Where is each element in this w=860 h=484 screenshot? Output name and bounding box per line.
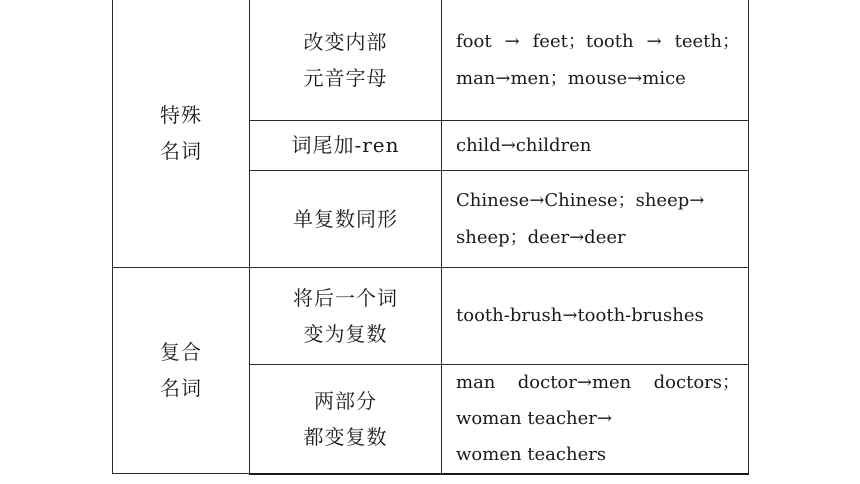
- example-text: woman teacher→: [456, 407, 612, 429]
- rule-text: 将后一个词: [293, 285, 398, 310]
- rule-text: 变为复数: [303, 321, 388, 346]
- plural-rules-table-frame: [112, 0, 748, 465]
- rule-cell: [250, 170, 442, 267]
- rule-text: 都变复数: [303, 424, 388, 449]
- rule-text: 词尾加-ren: [291, 133, 400, 157]
- rule-text: 单复数同形: [293, 206, 398, 231]
- example-cell: [442, 0, 749, 120]
- example-cell: [442, 170, 749, 267]
- rule-text: 元音字母: [303, 65, 388, 90]
- rule-cell: [250, 120, 442, 170]
- category-text: 名词: [160, 376, 202, 401]
- rule-cell: [250, 267, 442, 364]
- example-text: sheep；deer→deer: [456, 226, 626, 248]
- rule-cell: [250, 0, 442, 120]
- category-cell-special-nouns: [113, 0, 250, 267]
- example-text: women teachers: [456, 443, 607, 465]
- example-cell: [442, 364, 749, 474]
- example-text: child→children: [456, 134, 592, 156]
- example-text: foot → feet；tooth → teeth；: [456, 30, 740, 52]
- category-text: 特殊: [160, 103, 202, 128]
- example-text: man doctor→men doctors；: [456, 371, 740, 393]
- example-text: Chinese→Chinese；sheep→: [456, 189, 705, 211]
- table-row: [113, 267, 749, 364]
- rule-text: 两部分: [314, 388, 377, 413]
- example-text: man→men；mouse→mice: [456, 67, 686, 89]
- plural-rules-table: [112, 0, 749, 475]
- example-cell: [442, 267, 749, 364]
- example-text: tooth-brush→tooth-brushes: [456, 305, 704, 326]
- rule-text: 改变内部: [303, 29, 388, 54]
- category-text: 复合: [160, 340, 202, 365]
- table-row: [113, 0, 749, 120]
- category-text: 名词: [160, 139, 202, 164]
- example-cell: [442, 120, 749, 170]
- rule-cell: [250, 364, 442, 474]
- category-cell-compound-nouns: [113, 267, 250, 474]
